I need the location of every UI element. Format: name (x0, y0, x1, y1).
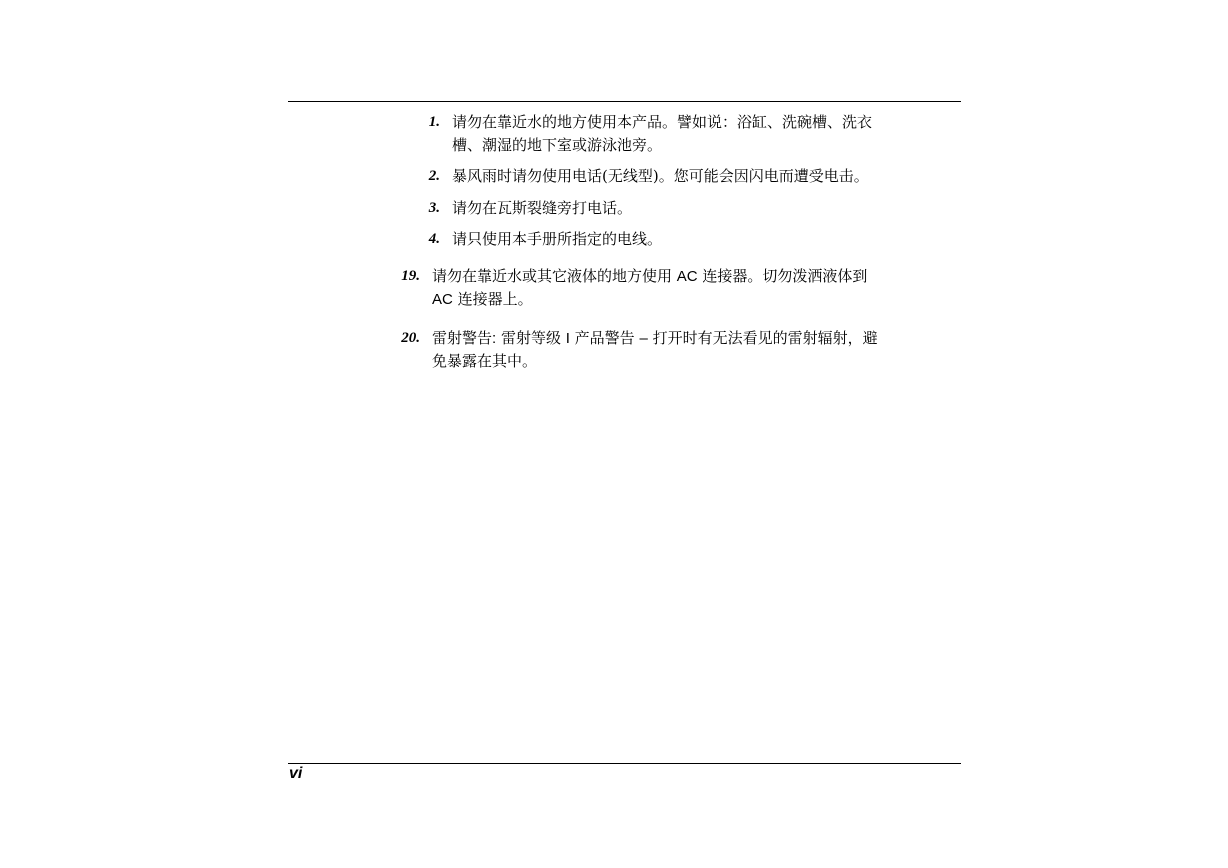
item-number: 19. (401, 268, 420, 284)
ac-term: AC (432, 291, 453, 308)
text-fragment: 打开时有无法看见的雷射辐射，避 (647, 329, 878, 347)
laser-class: I (565, 330, 570, 347)
text-fragment: 请勿在靠近水或其它液体的地方使用 (432, 267, 677, 285)
footer-rule (288, 763, 961, 764)
ac-term: AC (676, 268, 698, 285)
item-text-line: 请勿在瓦斯裂缝旁打电话。 (452, 199, 633, 217)
text-fragment: 连接器。切勿泼洒液体到 (697, 267, 868, 285)
item-number: 1. (428, 114, 440, 130)
item-text-line (432, 265, 867, 288)
item-text-line: 免暴露在其中。 (432, 352, 538, 370)
item-number: 3. (428, 200, 440, 216)
item-text-line: 暴风雨时请勿使用电话(无线型)。您可能会因闪电而遭受电击。 (452, 167, 869, 185)
item-number: 20. (401, 330, 420, 346)
item-text (432, 327, 878, 373)
item-text (452, 197, 632, 220)
item-text-line: 请勿在靠近水的地方使用本产品。譬如说：浴缸、洗碗槽、洗衣 (452, 113, 873, 131)
text-fragment: 产品警告 (569, 329, 640, 347)
item-text-line (432, 288, 867, 311)
item-text (452, 228, 662, 251)
text-fragment: – (639, 330, 648, 347)
item-text (452, 111, 872, 157)
item-text-line (432, 327, 878, 350)
page-number: vi (289, 765, 303, 782)
text-fragment: 雷射警告 (432, 329, 493, 347)
text-fragment: 雷射等级 (496, 329, 566, 347)
header-rule (288, 101, 961, 102)
text-fragment: : (492, 330, 497, 347)
item-number: 4. (428, 231, 440, 247)
text-fragment: 连接器上。 (452, 290, 533, 308)
item-text (432, 265, 867, 311)
item-number: 2. (428, 168, 440, 184)
item-text (452, 165, 869, 188)
item-text-line: 请只使用本手册所指定的电线。 (452, 230, 663, 248)
item-text-line: 槽、潮湿的地下室或游泳池旁。 (452, 136, 663, 154)
